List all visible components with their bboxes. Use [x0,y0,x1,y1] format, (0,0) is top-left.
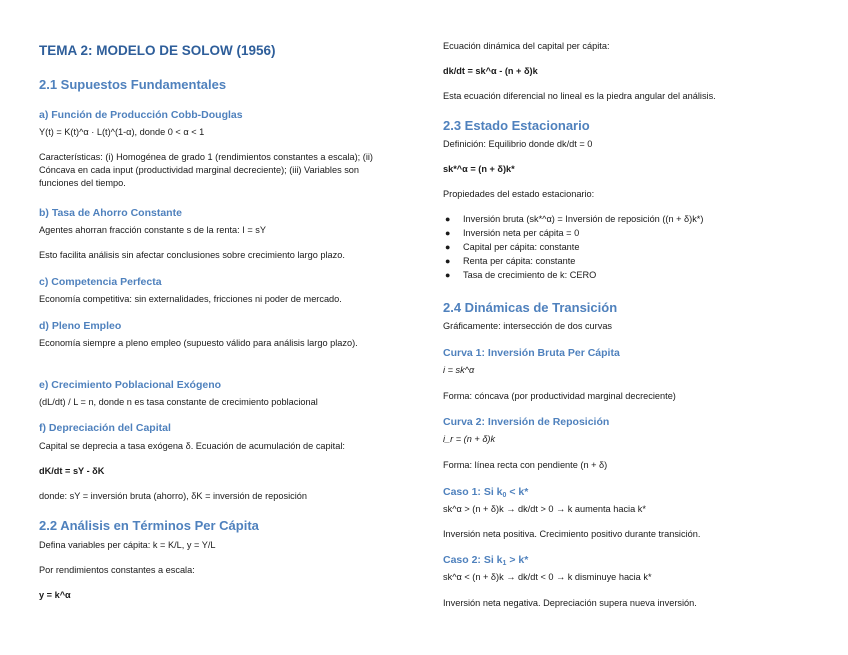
curve-1-equation: i = sk^α [443,365,475,375]
dynamic-equation: dk/dt = sk^α - (n + δ)k [443,66,538,76]
section-2-4-heading: 2.4 Dinámicas de Transición [443,300,618,315]
list-item: ● Renta per cápita: constante [445,256,576,266]
section-2-2-heading: 2.2 Análisis en Términos Per Cápita [39,518,259,533]
steady-state-definition: Definición: Equilibrio donde dk/dt = 0 [443,139,593,149]
cobb-douglas-characteristics: Características: (i) Homogénea de grado 1 (rendimientos constantes a escala); (ii) Cóncava en cada input (productividad marginal decreciente); (iii) Variables son funciones del tiempo. [39,152,373,188]
case-1-heading: Caso 1: Si $k_0 < k*$ [443,486,529,499]
steady-state-properties-list [443,212,703,282]
steady-state-properties-label: Propiedades del estado estacionario: [443,189,595,199]
competition-text: Economía competitiva: sin externalidades, fricciones ni poder de mercado. [39,294,342,304]
population-growth-text: (dL/dt) / L = n, donde n es tasa constante de crecimiento poblacional [39,397,318,407]
curve-1-heading: Curva 1: Inversión Bruta Per Cápita [443,347,620,359]
depreciation-text: Capital se deprecia a tasa exógena δ. Ecuación de acumulación de capital: [39,441,345,451]
assumption-b-heading: b) Tasa de Ahorro Constante [39,207,182,219]
case-2-note: Inversión neta negativa. Depreciación supera nueva inversión. [443,598,697,608]
dynamic-equation-note: Esta ecuación diferencial no lineal es la piedra angular del análisis. [443,91,716,101]
list-item: ● Capital per cápita: constante [445,242,580,252]
list-item: ● Inversión bruta (sk*^α) = Inversión de reposición ((n + δ)k*) [445,214,704,224]
capital-accumulation-where: donde: sY = inversión bruta (ahorro), δK = inversión de reposición [39,491,307,501]
assumption-e-heading: e) Crecimiento Poblacional Exógeno [39,379,222,391]
dynamic-equation-label: Ecuación dinámica del capital per cápita: [443,41,610,51]
bullet-icon: ● [445,214,451,224]
list-item: ● Inversión neta per cápita = 0 [445,228,580,238]
savings-rate-note: Esto facilita análisis sin afectar conclusiones sobre crecimiento largo plazo. [39,250,345,260]
case-2-condition: sk^α < (n + δ)k → dk/dt < 0 → k disminuye hacia k* [443,572,652,582]
curve-1-shape: Forma: cóncava (por productividad marginal decreciente) [443,391,676,401]
curve-2-equation: i_r = (n + δ)k [443,434,496,444]
per-capita-production: y = k^α [39,590,71,600]
section-2-1-heading: 2.1 Supuestos Fundamentales [39,77,227,92]
constant-returns-text: Por rendimientos constantes a escala: [39,565,195,575]
capital-accumulation-equation: dK/dt = sY - δK [39,466,105,476]
savings-rate-text: Agentes ahorran fracción constante s de la renta: I = sY [39,225,267,235]
bullet-icon: ● [445,228,451,238]
cobb-douglas-formula: Y(t) = K(t)^α · L(t)^(1-α), donde 0 < α < 1 [39,127,205,137]
case-1-condition: sk^α > (n + δ)k → dk/dt > 0 → k aumenta hacia k* [443,504,646,514]
bullet-icon: ● [445,256,451,266]
steady-state-equation: sk*^α = (n + δ)k* [443,164,515,174]
assumption-a-heading: a) Función de Producción Cobb-Douglas [39,109,243,121]
case-1-note: Inversión neta positiva. Crecimiento positivo durante transición. [443,529,701,539]
bullet-icon: ● [445,242,451,252]
per-capita-definition: Defina variables per cápita: k = K/L, y = Y/L [39,540,216,550]
curve-2-shape: Forma: línea recta con pendiente (n + δ) [443,460,608,470]
full-employment-text: Economía siempre a pleno empleo (supuesto válido para análisis largo plazo). [39,338,358,348]
assumption-c-heading: c) Competencia Perfecta [39,276,162,288]
graphic-intersection-text: Gráficamente: intersección de dos curvas [443,321,613,331]
case-2-heading: Caso 2: Si $k_1 > k*$ [443,554,529,567]
section-2-3-heading: 2.3 Estado Estacionario [443,118,590,133]
bullet-icon: ● [445,270,451,280]
document-title: TEMA 2: MODELO DE SOLOW (1956) [39,43,276,58]
assumption-d-heading: d) Pleno Empleo [39,320,122,332]
curve-2-heading: Curva 2: Inversión de Reposición [443,416,610,428]
list-item: ● Tasa de crecimiento de k: CERO [445,270,597,280]
assumption-f-heading: f) Depreciación del Capital [39,422,171,434]
